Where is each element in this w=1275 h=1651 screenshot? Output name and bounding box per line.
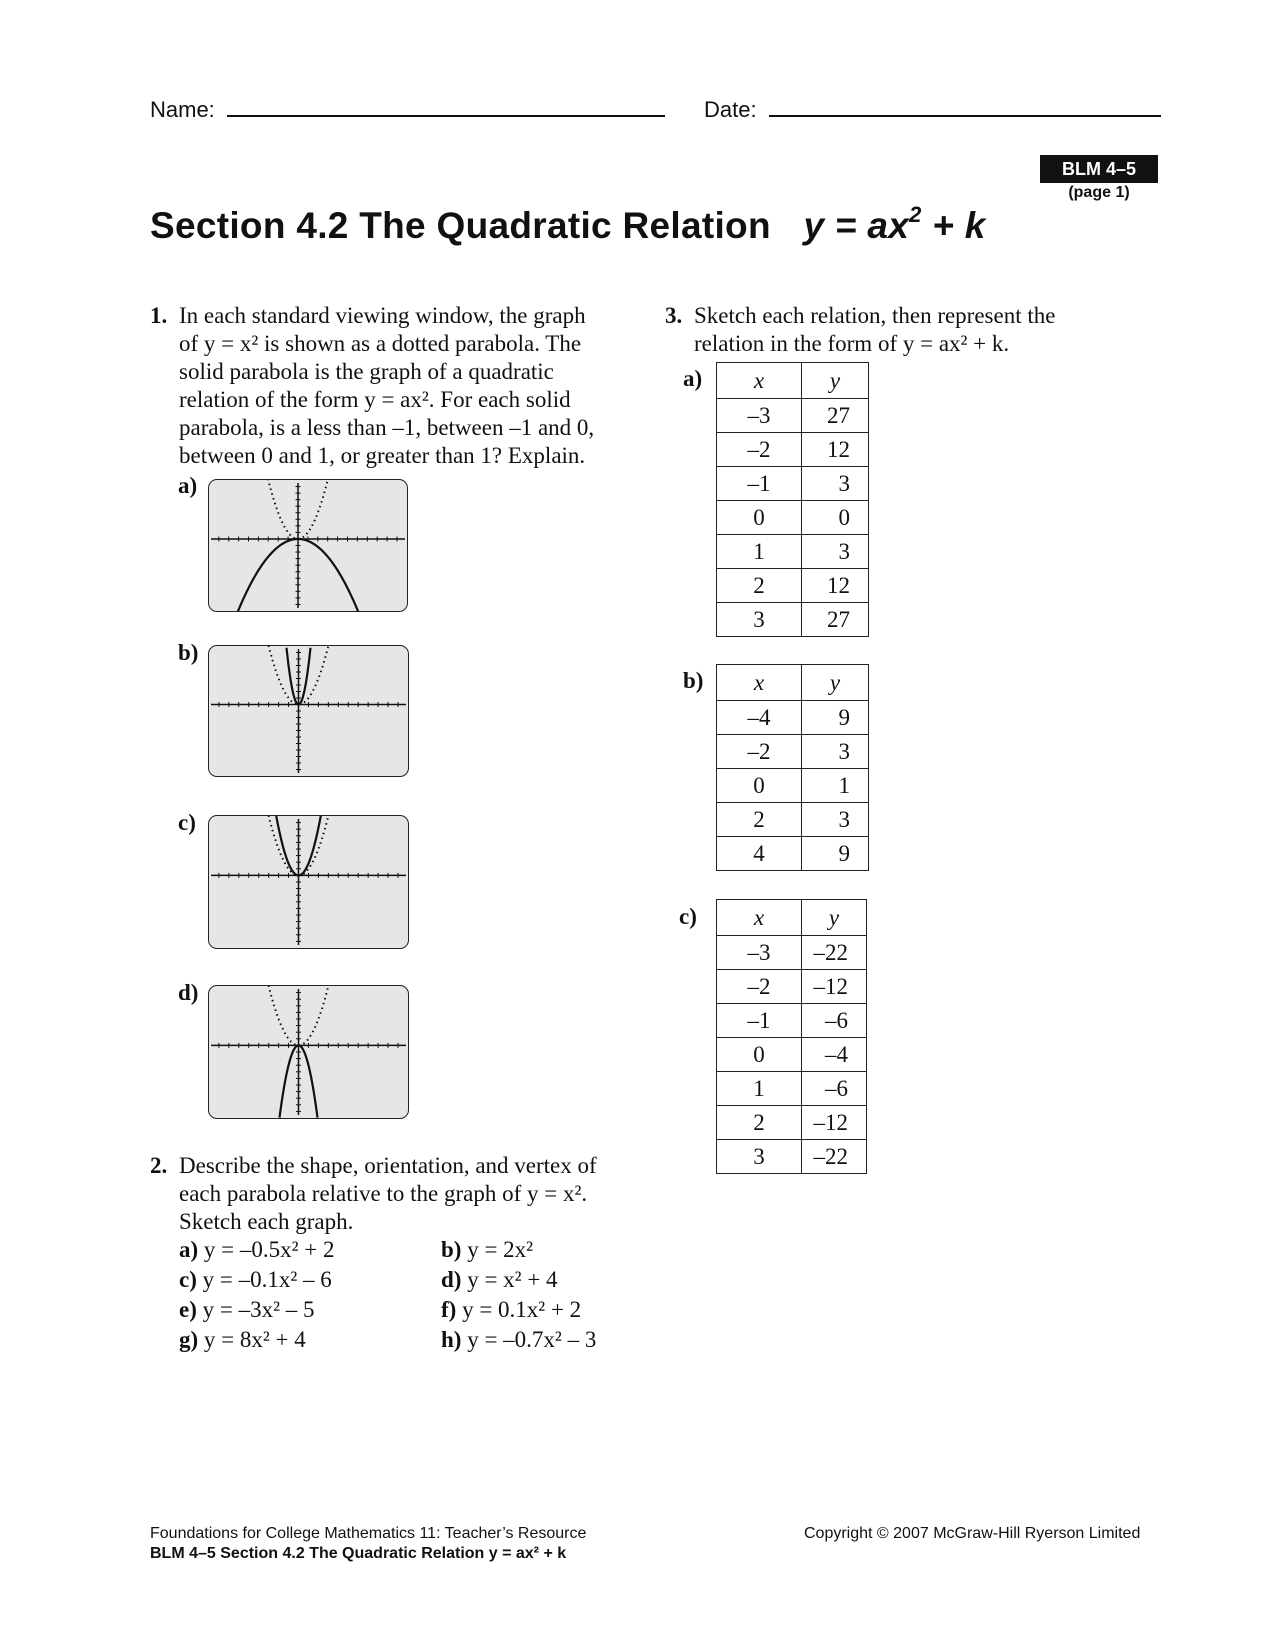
x-cell: –1 — [717, 1004, 802, 1038]
name-label: Name: — [150, 97, 215, 122]
q1-text — [179, 302, 640, 470]
q1-line: In each standard viewing window, the graph — [179, 303, 586, 328]
q2-text — [179, 1152, 670, 1236]
table-row — [717, 603, 869, 637]
table-b — [716, 664, 869, 871]
title-formula: $y = ax^2 + k$ — [803, 202, 986, 246]
x-cell: 1 — [717, 535, 802, 569]
table-row — [717, 1140, 867, 1174]
q1-line: solid parabola is the graph of a quadratic — [179, 359, 554, 384]
table-row — [717, 970, 867, 1004]
x-cell: 1 — [717, 1072, 802, 1106]
title-text: Section 4.2 The Quadratic Relation — [150, 205, 771, 246]
table-row — [717, 399, 869, 433]
x-cell: 0 — [717, 1038, 802, 1072]
q2-row — [179, 1326, 659, 1356]
q1-line: of y = x² is shown as a dotted parabola. The — [179, 331, 582, 356]
question-1 — [150, 302, 640, 470]
q1-line: between 0 and 1, or greater than 1? Explain. — [179, 443, 586, 468]
question-2 — [150, 1152, 670, 1236]
x-cell: –3 — [717, 399, 802, 433]
q3-table-label: b) — [683, 668, 704, 693]
name-line — [227, 93, 665, 117]
table-row — [717, 769, 869, 803]
table-row — [717, 501, 869, 535]
x-cell: –2 — [717, 970, 802, 1004]
blm-badge: BLM 4–5 — [1040, 155, 1158, 183]
table-row — [717, 837, 869, 871]
q2-item: e) y = –3x² – 5 — [179, 1297, 315, 1322]
y-cell: 3 — [802, 535, 869, 569]
graph-screen-d — [208, 985, 409, 1119]
y-cell: –12 — [802, 970, 867, 1004]
y-cell: –6 — [802, 1004, 867, 1038]
graph-screen-b — [208, 645, 409, 777]
y-cell: –6 — [802, 1072, 867, 1106]
x-cell: –2 — [717, 735, 802, 769]
x-cell: 0 — [717, 769, 802, 803]
table-row — [717, 569, 869, 603]
q2-line: Sketch each graph. — [179, 1209, 354, 1234]
y-cell: 27 — [802, 603, 869, 637]
table-row — [717, 735, 869, 769]
table-row — [717, 1004, 867, 1038]
q2-item: c) y = –0.1x² – 6 — [179, 1267, 332, 1292]
q2-item: b) y = 2x² — [441, 1237, 534, 1262]
x-cell: –1 — [717, 467, 802, 501]
table-row — [717, 803, 869, 837]
col-y-header: y — [802, 363, 869, 399]
page-label: (page 1) — [1068, 184, 1130, 201]
table-row — [717, 701, 869, 735]
table-header-row — [717, 363, 869, 399]
q2-item: d) y = x² + 4 — [441, 1267, 558, 1292]
y-cell: –22 — [802, 1140, 867, 1174]
y-cell: 9 — [802, 837, 869, 871]
q2-line: each parabola relative to the graph of y = x². — [179, 1181, 588, 1206]
col-x-header: x — [717, 900, 802, 936]
table-row — [717, 535, 869, 569]
table-row — [717, 433, 869, 467]
q2-row — [179, 1266, 659, 1296]
col-x-header: x — [717, 665, 802, 701]
table-header-row — [717, 665, 869, 701]
x-cell: –2 — [717, 433, 802, 467]
table-row — [717, 467, 869, 501]
q2-item: h) y = –0.7x² – 3 — [441, 1327, 597, 1352]
graph-screen-c — [208, 815, 409, 949]
q3-number: 3. — [665, 303, 683, 328]
footer-blm — [150, 1545, 566, 1563]
graph-screen-a — [208, 479, 408, 612]
footer-copyright: Copyright © 2007 McGraw-Hill Ryerson Limited — [804, 1525, 1141, 1542]
q2-row — [179, 1236, 659, 1266]
table-row — [717, 1072, 867, 1106]
col-x-header: x — [717, 363, 802, 399]
footer-blm-text: BLM 4–5 Section 4.2 The Quadratic Relation y = ax² + k — [150, 1545, 567, 1562]
q2-number: 2. — [150, 1153, 168, 1178]
graph-d-svg — [209, 986, 408, 1118]
table-a — [716, 362, 869, 637]
y-cell: 1 — [802, 769, 869, 803]
q1-line: parabola, is a less than –1, between –1 and 0, — [179, 415, 595, 440]
table-row — [717, 936, 867, 970]
q3-line: relation in the form of y = ax² + k. — [694, 331, 1010, 356]
y-cell: 27 — [802, 399, 869, 433]
y-cell: 3 — [802, 735, 869, 769]
q1-part-label: a) — [178, 473, 198, 498]
q3-line: Sketch each relation, then represent the — [694, 303, 1056, 328]
x-cell: 0 — [717, 501, 802, 535]
q3-table-label: a) — [683, 366, 703, 391]
x-cell: 2 — [717, 569, 802, 603]
x-cell: 3 — [717, 1140, 802, 1174]
date-field — [704, 93, 1161, 123]
date-line — [769, 93, 1161, 117]
col-y-header: y — [802, 900, 867, 936]
y-cell: –12 — [802, 1106, 867, 1140]
q2-items — [179, 1236, 659, 1356]
q1-line: relation of the form y = ax². For each solid — [179, 387, 571, 412]
y-cell: 12 — [802, 569, 869, 603]
x-cell: 4 — [717, 837, 802, 871]
q2-item: g) y = 8x² + 4 — [179, 1327, 306, 1352]
x-cell: –4 — [717, 701, 802, 735]
q2-item: a) y = –0.5x² + 2 — [179, 1237, 335, 1262]
graph-a-svg — [209, 480, 407, 611]
y-cell: 3 — [802, 467, 869, 501]
table-row — [717, 1106, 867, 1140]
q1-part-label: b) — [178, 640, 199, 665]
y-cell: 9 — [802, 701, 869, 735]
q2-row — [179, 1296, 659, 1326]
x-cell: 2 — [717, 1106, 802, 1140]
table-header-row — [717, 900, 867, 936]
q3-table-label: c) — [679, 904, 697, 929]
y-cell: 3 — [802, 803, 869, 837]
graph-c-svg — [209, 816, 408, 948]
q1-part-label: c) — [178, 810, 196, 835]
y-cell: –4 — [802, 1038, 867, 1072]
q2-line: Describe the shape, orientation, and vertex of — [179, 1153, 597, 1178]
y-cell: 0 — [802, 501, 869, 535]
graph-b-svg — [209, 646, 408, 776]
date-label: Date: — [704, 97, 757, 122]
x-cell: 2 — [717, 803, 802, 837]
x-cell: –3 — [717, 936, 802, 970]
col-y-header: y — [802, 665, 869, 701]
q1-number: 1. — [150, 303, 168, 328]
q2-item: f) y = 0.1x² + 2 — [441, 1297, 582, 1322]
q1-part-label: d) — [178, 980, 199, 1005]
q3-text — [694, 302, 1125, 358]
table-row — [717, 1038, 867, 1072]
y-cell: 12 — [802, 433, 869, 467]
table-c — [716, 899, 867, 1174]
footer-book-title: Foundations for College Mathematics 11: Teacher’s Resource — [150, 1525, 587, 1542]
x-cell: 3 — [717, 603, 802, 637]
question-3 — [665, 302, 1125, 358]
page-title — [150, 202, 986, 247]
y-cell: –22 — [802, 936, 867, 970]
name-field — [150, 93, 665, 123]
